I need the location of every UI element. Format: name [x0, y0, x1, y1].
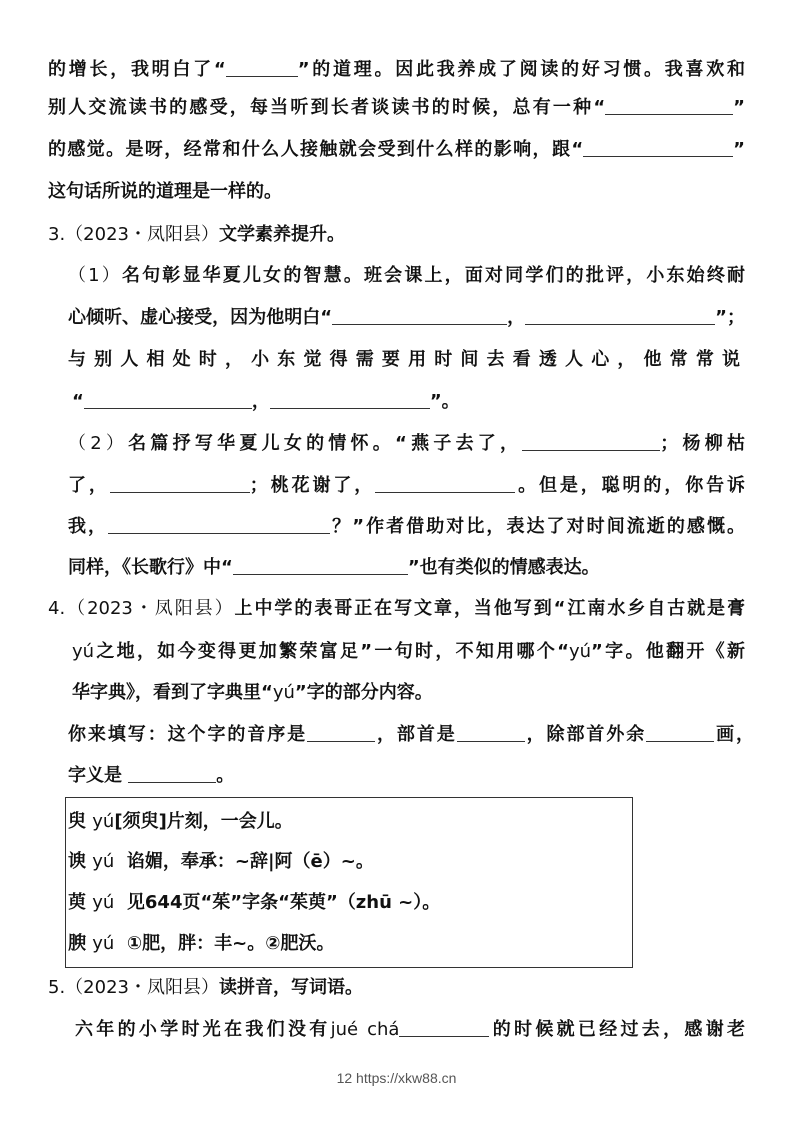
pinyin: yú — [568, 641, 592, 662]
text: 六年的小学时光在我们没有 — [75, 1019, 331, 1040]
text: 上中学的表哥正在写文章，当他写到“江南水乡自古就是膏 — [234, 598, 745, 619]
answer-blank[interactable] — [110, 474, 250, 493]
question-number: 4.（2023・凤阳县） — [48, 598, 235, 619]
text: 文学素养提升。 — [218, 224, 345, 245]
text: 华字典》，看到了字典里“ — [72, 682, 273, 703]
text: ；桃花谢了， — [249, 475, 376, 496]
dictionary-entry — [68, 890, 440, 916]
text: ”字。他翻开《新 — [591, 641, 745, 662]
text: ”； — [715, 307, 745, 328]
text: 这句话所说的道理是一样的。 — [48, 181, 282, 202]
text: 与别人相处时，小东觉得需要用时间去看透人心，他常常说 — [68, 349, 745, 370]
question-4-title — [48, 596, 745, 622]
text: 心倾听、虚心接受，因为他明白“ — [68, 307, 333, 328]
answer-blank[interactable] — [583, 138, 733, 157]
paragraph-line — [68, 347, 745, 373]
paragraph-line — [68, 555, 600, 581]
dictionary-entry — [68, 931, 334, 957]
dictionary-entry — [68, 849, 374, 875]
paragraph-line — [72, 680, 433, 706]
paragraph-line — [68, 722, 754, 748]
paragraph-line — [72, 639, 745, 665]
answer-blank[interactable] — [307, 723, 375, 742]
text: ， — [507, 307, 526, 328]
text: 字义是 — [68, 765, 122, 786]
text: 同样，《长歌行》中“ — [68, 557, 233, 578]
entry-char: 萸 — [68, 892, 86, 913]
text: ”也有类似的情感表达。 — [407, 557, 600, 578]
pinyin: yú — [272, 682, 295, 703]
text: 我， — [68, 516, 109, 537]
entry-pinyin: yú — [92, 892, 115, 913]
paragraph-line — [68, 473, 745, 499]
answer-blank[interactable] — [233, 556, 408, 575]
answer-blank[interactable] — [399, 1018, 489, 1037]
entry-definition: [须臾]片刻，一会儿。 — [114, 811, 293, 832]
text: “ — [72, 391, 84, 412]
answer-blank[interactable] — [605, 96, 733, 115]
paragraph-line — [48, 137, 745, 163]
entry-pinyin: yú — [92, 851, 115, 872]
text: ”的道理。因此我养成了阅读的好习惯。我喜欢和 — [297, 59, 745, 80]
page-footer: 12 https://xkw88.cn — [336, 1070, 457, 1086]
answer-blank[interactable] — [84, 390, 252, 409]
paragraph-line — [48, 57, 745, 83]
answer-blank[interactable] — [522, 432, 660, 451]
text: ，部首是 — [375, 724, 457, 745]
answer-blank[interactable] — [226, 58, 298, 77]
answer-blank[interactable] — [128, 764, 216, 783]
text: 名句彰显华夏儿女的智慧。班会课上，面对同学们的批评，小东始终耐 — [121, 265, 745, 286]
text: 。但是，聪明的，你告诉 — [515, 475, 745, 496]
question-5-title — [48, 975, 363, 1001]
paragraph-line — [75, 1017, 745, 1043]
text: 别人交流读书的感受，每当听到长者谈读书的时候，总有一种“ — [48, 97, 606, 118]
answer-blank[interactable] — [270, 390, 430, 409]
text: ” — [733, 97, 745, 118]
answer-blank[interactable] — [108, 515, 330, 534]
paragraph-line — [68, 431, 745, 457]
text: ， — [251, 391, 270, 412]
paragraph-line — [48, 179, 282, 205]
text: 。 — [216, 765, 235, 786]
text: 的感觉。是呀，经常和什么人接触就会受到什么样的影响，跟“ — [48, 139, 584, 160]
text: 读拼音，写词语。 — [218, 977, 363, 998]
entry-pinyin: yú — [92, 933, 115, 954]
question-number: 5.（2023・凤阳县） — [48, 977, 219, 998]
text: 的时候就已经过去，感谢老 — [489, 1019, 745, 1040]
answer-blank[interactable] — [332, 306, 507, 325]
text: 的增长，我明白了“ — [48, 59, 226, 80]
entry-pinyin: yú — [92, 811, 115, 832]
entry-definition: ①肥，胖：丰~。②肥沃。 — [126, 933, 335, 954]
text: ”。 — [429, 391, 460, 412]
text: ，除部首外余 — [524, 724, 647, 745]
paragraph-line — [48, 95, 745, 121]
answer-blank[interactable] — [646, 723, 714, 742]
sub-number: （1） — [68, 265, 122, 286]
text: 画， — [714, 724, 754, 745]
entry-definition: 谄媚，奉承：~辞|阿（ē）~。 — [126, 851, 374, 872]
answer-blank[interactable] — [525, 306, 715, 325]
question-number: 3.（2023・凤阳县） — [48, 224, 219, 245]
paragraph-line — [68, 763, 234, 789]
text: 名篇抒写华夏儿女的情怀。“燕子去了， — [128, 433, 523, 454]
text: ” — [733, 139, 745, 160]
answer-blank[interactable] — [375, 474, 515, 493]
paragraph-line — [72, 389, 460, 415]
text: ”字的部分内容。 — [294, 682, 433, 703]
paragraph-line — [68, 514, 745, 540]
entry-char: 谀 — [68, 851, 86, 872]
text: 了， — [68, 475, 110, 496]
text: ；杨柳枯 — [660, 433, 745, 454]
entry-char: 臾 — [68, 811, 86, 832]
paragraph-line — [68, 263, 745, 289]
entry-definition: 见644页“茱”字条“茱萸”（zhū ~）。 — [126, 892, 441, 913]
pinyin: yú — [72, 641, 95, 662]
text: 之地，如今变得更加繁荣富足”一句时，不知用哪个“ — [94, 641, 569, 662]
text: ？”作者借助对比，表达了对时间流逝的感慨。 — [330, 516, 745, 537]
answer-blank[interactable] — [457, 723, 525, 742]
text: 你来填写：这个字的音序是 — [68, 724, 308, 745]
entry-char: 腴 — [68, 933, 86, 954]
pinyin: jué chá — [330, 1019, 400, 1040]
dictionary-entry — [68, 809, 293, 835]
paragraph-line — [68, 305, 745, 331]
sub-number: （2） — [68, 433, 129, 454]
question-3-title — [48, 222, 345, 248]
